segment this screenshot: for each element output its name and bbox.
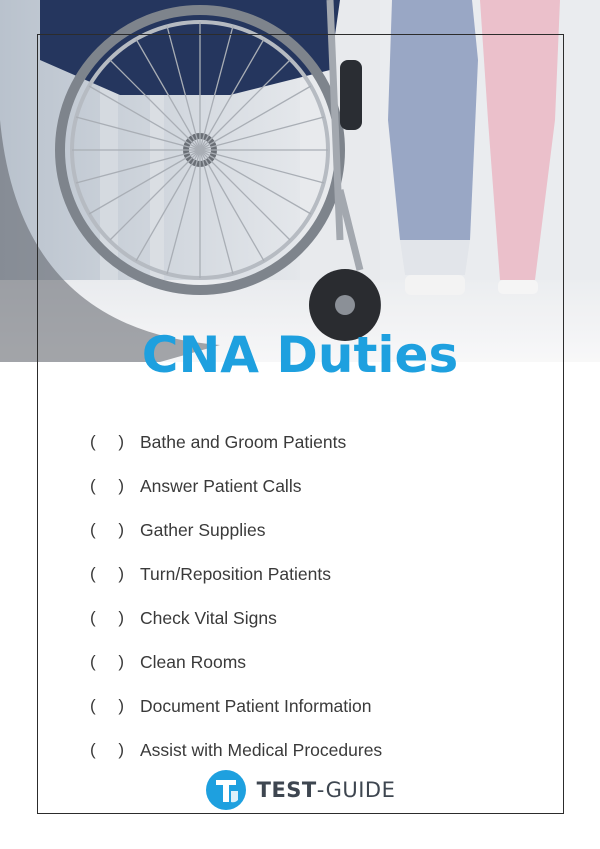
duty-label: Clean Rooms xyxy=(140,651,247,672)
test-guide-logo xyxy=(0,768,600,812)
list-item xyxy=(90,508,530,552)
checkbox-placeholder: ( ) xyxy=(90,564,124,583)
list-item xyxy=(90,420,530,464)
list-item xyxy=(90,728,530,772)
checkbox-placeholder: ( ) xyxy=(90,476,124,495)
list-item xyxy=(90,596,530,640)
wheelchair-photo-illustration xyxy=(0,0,600,362)
list-item xyxy=(90,464,530,508)
duty-label: Turn/Reposition Patients xyxy=(140,563,331,584)
list-item xyxy=(90,552,530,596)
checkbox-placeholder: ( ) xyxy=(90,696,124,715)
tg-logo-icon xyxy=(205,769,247,811)
duty-label: Bathe and Groom Patients xyxy=(140,431,347,452)
checkbox-placeholder: ( ) xyxy=(90,432,124,451)
list-item xyxy=(90,640,530,684)
duty-label: Assist with Medical Procedures xyxy=(140,739,383,760)
duty-label: Document Patient Information xyxy=(140,695,372,716)
checkbox-placeholder: ( ) xyxy=(90,740,124,759)
duty-label: Answer Patient Calls xyxy=(140,475,302,496)
hero-photo xyxy=(0,0,600,362)
checkbox-placeholder: ( ) xyxy=(90,608,124,627)
duty-label: Check Vital Signs xyxy=(140,607,277,628)
page-title: CNA Duties xyxy=(141,326,459,384)
duty-label: Gather Supplies xyxy=(140,519,266,540)
checkbox-placeholder: ( ) xyxy=(90,520,124,539)
logo-wordmark: TEST-GUIDE xyxy=(256,778,396,802)
checkbox-placeholder: ( ) xyxy=(90,652,124,671)
duty-checklist xyxy=(90,420,530,772)
list-item xyxy=(90,684,530,728)
